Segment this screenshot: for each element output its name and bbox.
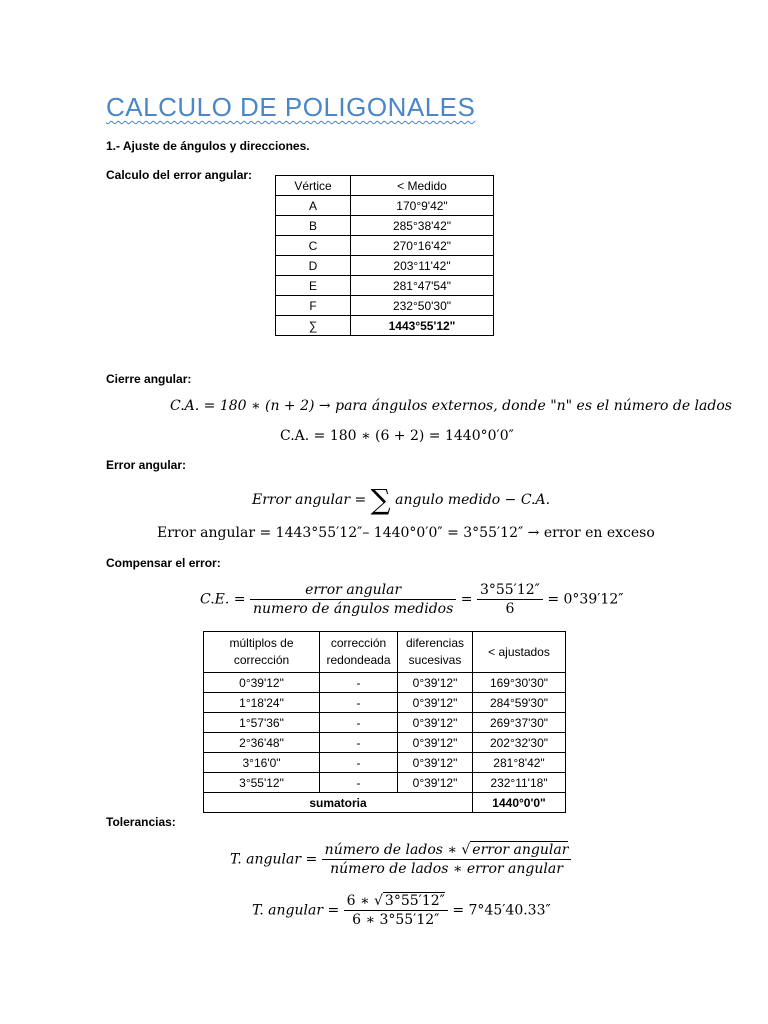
adjusted-cell: 281°8'42" <box>473 753 566 773</box>
fraction-ce-formula <box>250 582 456 617</box>
fraction-numerator: 3°55′12″ <box>479 582 540 598</box>
table1-header-vertex: Vértice <box>276 176 351 196</box>
equation-tolerance-formula <box>230 842 571 877</box>
fraction-numerator: 6 ∗ √ 3°55′12″ <box>346 893 445 909</box>
adjusted-cell: 169°30'30" <box>473 673 566 693</box>
table-row <box>276 296 494 316</box>
measured-cell: 285°38'42" <box>351 216 494 236</box>
equals-sign: = <box>460 591 477 608</box>
table-row <box>276 236 494 256</box>
measured-cell: 203°11'42" <box>351 256 494 276</box>
measured-cell: 270°16'42" <box>351 236 494 256</box>
adjusted-cell: 202°32'30" <box>473 733 566 753</box>
section-heading: 1.- Ajuste de ángulos y direcciones. <box>106 139 310 153</box>
fraction-denominator: número de lados ∗ error angular <box>322 859 572 877</box>
fraction-ce-value <box>477 582 543 617</box>
rounded-cell: - <box>320 693 398 713</box>
measured-cell: 232°50'30" <box>351 296 494 316</box>
multiple-cell: 1°18'24" <box>204 693 320 713</box>
sum-value: 1443°55'12" <box>351 316 494 336</box>
multiple-cell: 3°16'0" <box>204 753 320 773</box>
difference-cell: 0°39'12" <box>398 773 473 793</box>
table-row <box>204 673 566 693</box>
cierre-angular-label: Cierre angular: <box>106 372 192 386</box>
multiple-cell: 2°36'48" <box>204 733 320 753</box>
table1-header-measured: < Medido <box>351 176 494 196</box>
multiple-cell: 0°39'12" <box>204 673 320 693</box>
compensar-label: Compensar el error: <box>106 556 221 570</box>
rounded-cell: - <box>320 713 398 733</box>
vertex-cell: C <box>276 236 351 256</box>
difference-cell: 0°39'12" <box>398 753 473 773</box>
table-row <box>204 693 566 713</box>
calc-error-label: Calculo del error angular: <box>106 168 253 182</box>
table2-header-differences: diferencias sucesivas <box>398 632 473 673</box>
table2-header-adjusted: < ajustados <box>473 632 566 673</box>
eq7-lhs: T. angular = <box>252 902 344 919</box>
difference-cell: 0°39'12" <box>398 673 473 693</box>
table-row <box>276 196 494 216</box>
fraction-numerator: número de lados ∗ √ error angular <box>324 842 569 858</box>
rounded-cell: - <box>320 773 398 793</box>
sum-symbol: ∑ <box>370 483 391 516</box>
adjusted-angles-table <box>203 631 566 813</box>
adjusted-cell: 284°59'30" <box>473 693 566 713</box>
equation-ca-formula <box>170 398 732 414</box>
fraction-tolerance-formula <box>322 842 572 877</box>
eq3-rhs: angulo medido − C.A. <box>390 492 551 508</box>
ce-result: = 0°39′12″ <box>547 591 624 608</box>
adjusted-cell: 232°11'18" <box>473 773 566 793</box>
table-sum-row <box>276 316 494 336</box>
vertex-cell: D <box>276 256 351 276</box>
fraction-denominator: 6 ∗ 3°55′12″ <box>344 910 448 928</box>
sum-symbol: ∑ <box>276 316 351 336</box>
eq3-lhs: Error angular = <box>252 492 371 508</box>
table-row <box>276 276 494 296</box>
vertex-cell: F <box>276 296 351 316</box>
page-title: CALCULO DE POLIGONALES <box>106 92 476 122</box>
equation-tolerance-value <box>252 893 551 928</box>
vertex-cell: B <box>276 216 351 236</box>
table-row <box>204 753 566 773</box>
table-row <box>204 733 566 753</box>
tolerance-result: = 7°45′40.33″ <box>452 902 551 919</box>
tolerancias-label: Tolerancias: <box>106 815 176 829</box>
measured-angles-table <box>275 175 494 336</box>
difference-cell: 0°39'12" <box>398 733 473 753</box>
rounded-cell: - <box>320 753 398 773</box>
eq6-lhs: T. angular = <box>230 851 322 868</box>
sum-label: sumatoria <box>204 793 473 813</box>
multiple-cell: 3°55'12" <box>204 773 320 793</box>
eq1-lhs: C.A. = 180 ∗ (n + 2) → <box>170 398 336 414</box>
measured-cell: 170°9'42" <box>351 196 494 216</box>
difference-cell: 0°39'12" <box>398 713 473 733</box>
table2-header-multiples: múltiplos de corrección <box>204 632 320 673</box>
vertex-cell: A <box>276 196 351 216</box>
equation-ce <box>200 582 623 617</box>
adjusted-cell: 269°37'30" <box>473 713 566 733</box>
eq1-rhs: para ángulos externos, donde "n" es el número de lados <box>335 398 732 414</box>
table-row <box>276 256 494 276</box>
eq5-lhs: C.E. = <box>200 591 250 608</box>
fraction-tolerance-value <box>344 893 448 928</box>
fraction-denominator: numero de ángulos medidos <box>250 599 456 617</box>
equation-error-value: Error angular = 1443°55′12″– 1440°0′0″ = 3°55′12″ → error en exceso <box>157 525 655 541</box>
fraction-numerator: error angular <box>305 582 402 598</box>
table-row <box>276 216 494 236</box>
table-row <box>204 773 566 793</box>
sum-value: 1440°0'0" <box>473 793 566 813</box>
equation-ca-value: C.A. = 180 ∗ (6 + 2) = 1440°0′0″ <box>280 428 514 444</box>
difference-cell: 0°39'12" <box>398 693 473 713</box>
equation-error-formula <box>252 483 550 516</box>
fraction-denominator: 6 <box>477 599 543 617</box>
error-angular-label: Error angular: <box>106 458 187 472</box>
table-sum-row <box>204 793 566 813</box>
table-row <box>204 713 566 733</box>
measured-cell: 281°47'54" <box>351 276 494 296</box>
rounded-cell: - <box>320 673 398 693</box>
vertex-cell: E <box>276 276 351 296</box>
multiple-cell: 1°57'36" <box>204 713 320 733</box>
rounded-cell: - <box>320 733 398 753</box>
table2-header-rounded: corrección redondeada <box>320 632 398 673</box>
